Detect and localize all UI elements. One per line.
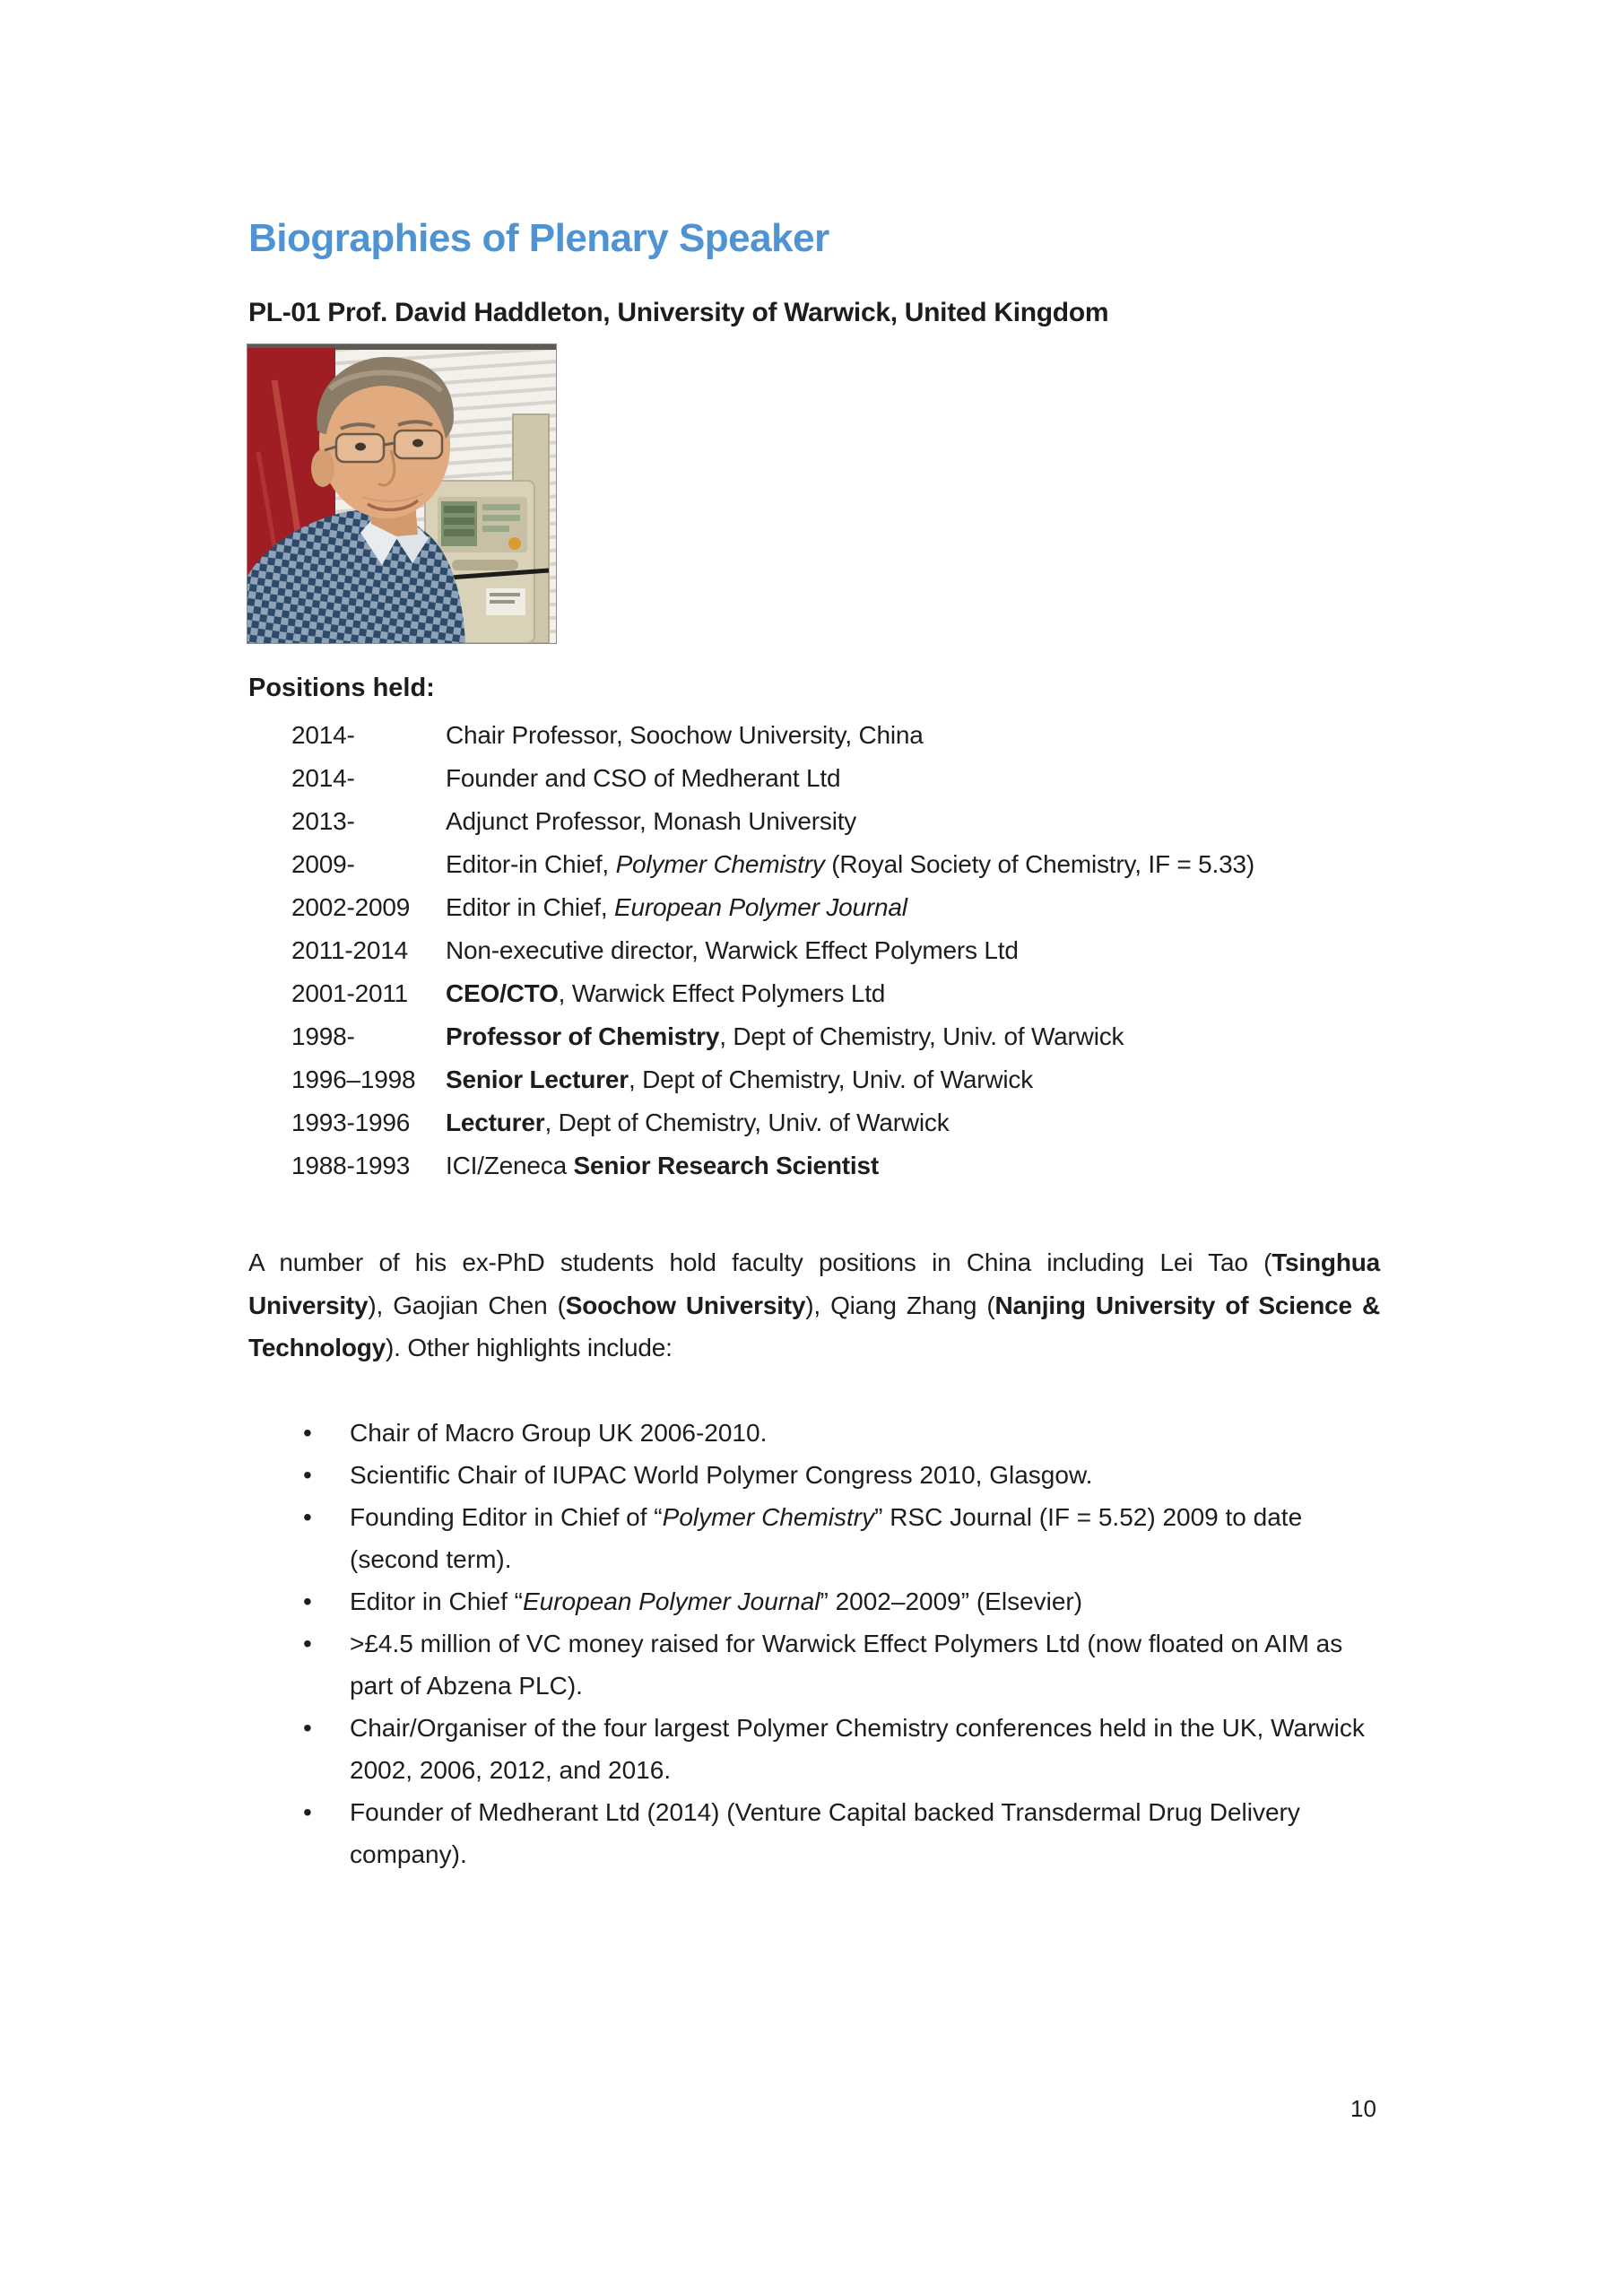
position-row [291, 972, 1439, 1015]
position-years: 1996–1998 [291, 1065, 416, 1093]
highlight-item [301, 1791, 1382, 1875]
positions-heading: Positions held: [248, 674, 435, 702]
text-segment: , Warwick Effect Polymers Ltd [558, 979, 886, 1007]
text-segment: Editor-in Chief, [446, 850, 616, 878]
text-segment: ), Gaojian Chen ( [368, 1291, 566, 1319]
text-segment: Scientific Chair of IUPAC World Polymer Congress 2010, Glasgow. [350, 1461, 1093, 1489]
highlight-item [301, 1580, 1382, 1622]
text-segment: ” RSC Journal (IF = 5.52) 2009 to date (second term). [350, 1503, 1303, 1573]
text-segment: Tsinghua University [248, 1248, 1380, 1319]
text-segment: European Polymer Journal [614, 893, 907, 921]
text-segment: Chair of Macro Group UK 2006-2010. [350, 1419, 768, 1447]
position-years: 2001-2011 [291, 979, 409, 1007]
text-segment: Founder and CSO of Medherant Ltd [446, 764, 841, 792]
page-number: 10 [1350, 2095, 1376, 2122]
text-segment: Adjunct Professor, Monash University [446, 807, 857, 835]
positions-list [291, 714, 1439, 1187]
text-segment: European Polymer Journal [522, 1587, 820, 1615]
text-segment: Founding Editor in Chief of “ [350, 1503, 663, 1531]
text-segment: Non-executive director, Warwick Effect Polymers Ltd [446, 936, 1019, 964]
position-row [291, 714, 1439, 757]
page-title: Biographies of Plenary Speaker [248, 216, 829, 260]
text-segment: Chair Professor, Soochow University, China [446, 721, 924, 749]
position-description [446, 843, 1439, 886]
text-segment: >£4.5 million of VC money raised for Warwick Effect Polymers Ltd (now floated on AIM as part of Abzena PLC). [350, 1630, 1343, 1700]
text-segment: Polymer Chemistry [615, 850, 825, 878]
position-row [291, 843, 1439, 886]
position-description [446, 972, 1439, 1015]
position-years: 2009- [291, 850, 355, 878]
text-segment: A number of his ex-PhD students hold faculty positions in China including Lei Tao ( [248, 1248, 1272, 1276]
position-years: 1998- [291, 1022, 355, 1050]
position-row [291, 757, 1439, 800]
text-segment: Founder of Medherant Ltd (2014) (Venture Capital backed Transdermal Drug Delivery company). [350, 1798, 1300, 1868]
text-segment: , Dept of Chemistry, Univ. of Warwick [719, 1022, 1124, 1050]
text-segment: ), Qiang Zhang ( [805, 1291, 995, 1319]
text-segment: Lecturer [446, 1109, 545, 1136]
position-description [446, 929, 1439, 972]
text-segment: Senior Research Scientist [573, 1152, 880, 1179]
text-segment: Nanjing University of Science & Technology [248, 1291, 1380, 1361]
position-years: 1993-1996 [291, 1109, 411, 1136]
position-row [291, 1101, 1439, 1144]
position-description [446, 1144, 1439, 1187]
position-description [446, 1101, 1439, 1144]
text-segment: Senior Lecturer [446, 1065, 629, 1093]
speaker-heading: PL-01 Prof. David Haddleton, University of Warwick, United Kingdom [248, 298, 1109, 327]
position-row [291, 1015, 1439, 1058]
text-segment: , Dept of Chemistry, Univ. of Warwick [628, 1065, 1034, 1093]
position-row [291, 886, 1439, 929]
position-years: 2013- [291, 807, 355, 835]
position-years: 2014- [291, 764, 355, 792]
speaker-portrait-photo [247, 344, 556, 643]
position-row [291, 929, 1439, 972]
position-description [446, 886, 1439, 929]
highlight-item [301, 1454, 1382, 1496]
highlight-item [301, 1622, 1382, 1707]
highlights-list [301, 1412, 1382, 1875]
position-description [446, 800, 1439, 843]
position-description [446, 757, 1439, 800]
highlight-item [301, 1707, 1382, 1791]
position-description [446, 1015, 1439, 1058]
text-segment: Polymer Chemistry [662, 1503, 875, 1531]
text-segment: ). Other highlights include: [386, 1334, 673, 1361]
highlight-item [301, 1496, 1382, 1580]
text-segment: , Dept of Chemistry, Univ. of Warwick [544, 1109, 950, 1136]
text-segment: CEO/CTO [446, 979, 559, 1007]
text-segment: Soochow University [565, 1291, 806, 1319]
text-segment: Editor in Chief “ [350, 1587, 523, 1615]
position-years: 2014- [291, 721, 355, 749]
text-segment: Professor of Chemistry [446, 1022, 720, 1050]
text-segment: ” 2002–2009” (Elsevier) [820, 1587, 1083, 1615]
position-years: 1988-1993 [291, 1152, 411, 1179]
position-description [446, 1058, 1439, 1101]
text-segment: Editor in Chief, [446, 893, 615, 921]
position-row [291, 1144, 1439, 1187]
position-years: 2002-2009 [291, 893, 411, 921]
text-segment: Chair/Organiser of the four largest Polymer Chemistry conferences held in the UK, Warwick 2002, 2006, 2012, and 2016. [350, 1714, 1365, 1784]
position-description [446, 714, 1439, 757]
bio-paragraph [248, 1241, 1380, 1370]
text-segment: ICI/Zeneca [446, 1152, 574, 1179]
position-row [291, 800, 1439, 843]
text-segment: (Royal Society of Chemistry, IF = 5.33) [824, 850, 1254, 878]
position-years: 2011-2014 [291, 936, 409, 964]
highlight-item [301, 1412, 1382, 1454]
position-row [291, 1058, 1439, 1101]
